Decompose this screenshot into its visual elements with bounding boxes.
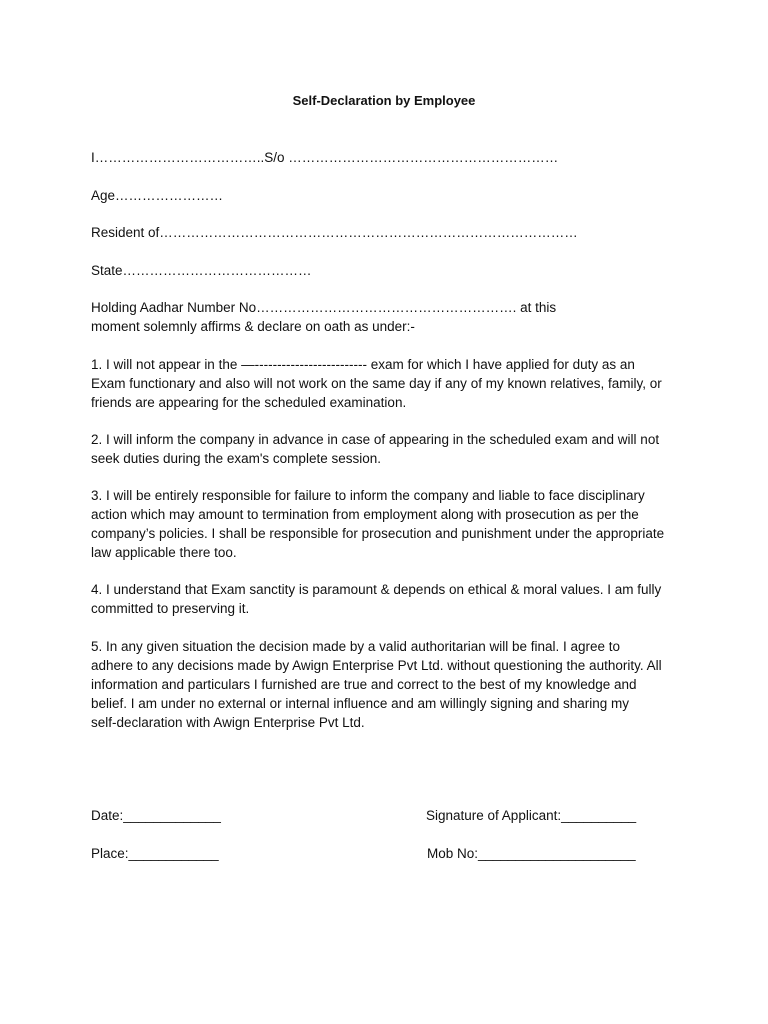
- clause-5: [91, 637, 681, 732]
- clause-line: adhere to any decisions made by Awign Enterprise Pvt Ltd. without questioning the authority. All: [91, 658, 662, 673]
- clause-3: [91, 486, 681, 562]
- clause-line: belief. I am under no external or internal influence and am willingly signing and sharing my: [91, 696, 630, 711]
- clause-line: self-declaration with Awign Enterprise Pvt Ltd.: [91, 715, 365, 730]
- state-field-line: State……………………………………: [91, 263, 312, 278]
- clause-line: committed to preserving it.: [91, 601, 250, 616]
- clause-line: action which may amount to termination from employment along with prosecution as per the: [91, 507, 639, 522]
- document-title: Self-Declaration by Employee: [292, 93, 476, 108]
- clause-line: information and particulars I furnished are true and correct to the best of my knowledge and: [91, 677, 637, 692]
- clause-line: Exam functionary and also will not work on the same day if any of my known relatives, family, or: [91, 376, 662, 391]
- name-field-line: I………………………………..S/o ……………………………………………………: [91, 150, 559, 165]
- clause-1: [91, 355, 681, 412]
- clause-line: 1. I will not appear in the —------------------------- exam for which I have applied for duty as an: [91, 357, 635, 372]
- clause-line: friends are appearing for the scheduled examination.: [91, 395, 407, 410]
- oath-intro-line: moment solemnly affirms & declare on oath as under:-: [91, 319, 415, 334]
- aadhar-field-line: Holding Aadhar Number No…………………………………………………. at this: [91, 300, 557, 315]
- resident-field-line: Resident of…………………………………………………………………………………: [91, 225, 578, 240]
- signature-field: Signature of Applicant:__________: [426, 808, 637, 823]
- place-field: Place:____________: [91, 846, 219, 861]
- mob-no-field: Mob No:_____________________: [427, 846, 636, 861]
- date-field: Date:_____________: [91, 808, 221, 823]
- clause-line: company’s policies. I shall be responsible for prosecution and punishment under the appropriate: [91, 526, 665, 541]
- clause-line: 4. I understand that Exam sanctity is paramount & depends on ethical & moral values. I am fully: [91, 582, 662, 597]
- clause-line: law applicable there too.: [91, 545, 237, 560]
- clause-line: 2. I will inform the company in advance in case of appearing in the scheduled exam and will not: [91, 432, 660, 447]
- age-field-line: Age……………………: [91, 188, 224, 203]
- clause-4: [91, 580, 681, 618]
- clause-line: 5. In any given situation the decision made by a valid authoritarian will be final. I agree to: [91, 639, 621, 654]
- clause-2: [91, 430, 681, 468]
- clause-line: seek duties during the exam's complete session.: [91, 451, 381, 466]
- clause-line: 3. I will be entirely responsible for failure to inform the company and liable to face disciplinary: [91, 488, 645, 503]
